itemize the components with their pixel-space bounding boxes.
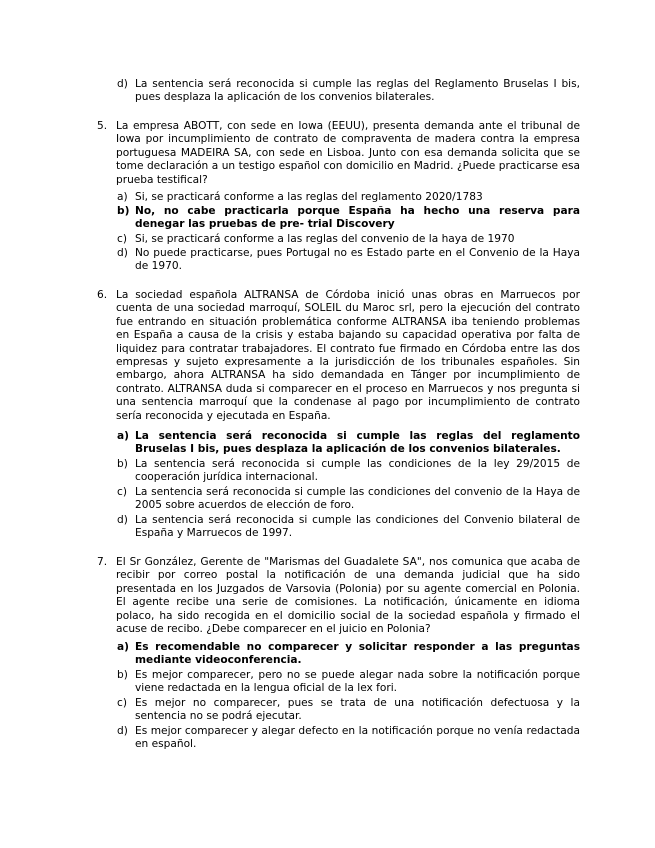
option-letter: d): [117, 725, 128, 737]
option-letter: d): [117, 78, 128, 90]
question-number: 7.: [97, 556, 108, 568]
q6-option-a: [117, 430, 580, 457]
option-letter: b): [117, 205, 130, 217]
q5-option-d: [117, 247, 580, 274]
q7-option-d: [117, 725, 580, 752]
q6-option-b: [117, 458, 580, 485]
option-text: Si, se practicará conforme a las reglas del reglamento 2020/1783: [135, 191, 483, 203]
option-text: No puede practicarse, pues Portugal no es Estado parte en el Convenio de la Haya de 1970.: [135, 247, 580, 273]
question-5: [97, 120, 580, 187]
q5-option-b: [117, 205, 580, 232]
option-letter: d): [117, 514, 128, 526]
prev-question-option-d: [117, 78, 580, 105]
option-letter: b): [117, 458, 128, 470]
question-stem: La empresa ABOTT, con sede en Iowa (EEUU), presenta demanda ante el tribunal de Iowa por incumplimiento de contrato de compraventa de madera contra la empresa portuguesa MADEIRA SA, con sede en Lisboa. Junto con esa demanda solicita que se tome declaración a un testigo español con domicilio en Madrid. ¿Puede practicarse esa prueba testifical?: [116, 120, 580, 186]
option-text: La sentencia será reconocida si cumple las condiciones de la ley 29/2015 de cooperación jurídica internacional.: [135, 458, 580, 484]
option-text: Es recomendable no comparecer y solicitar responder a las preguntas mediante videoconferencia.: [135, 641, 580, 667]
option-text: No, no cabe practicarla porque España ha hecho una reserva para denegar las pruebas de pre- trial Discovery: [135, 205, 580, 231]
option-text: Es mejor no comparecer, pues se trata de una notificación defectuosa y la sentencia no se podrá ejecutar.: [135, 697, 580, 723]
option-letter: c): [117, 486, 127, 498]
question-number: 5.: [97, 120, 108, 132]
option-letter: c): [117, 233, 127, 245]
question-number: 6.: [97, 289, 108, 301]
option-letter: b): [117, 669, 128, 681]
question-stem: La sociedad española ALTRANSA de Córdoba inició unas obras en Marruecos por cuenta de una sociedad marroquí, SOLEIL du Maroc srl, pero la ejecución del contrato fue entrando en situación problemática conforme ALTRANSA iba teniendo problemas en España a causa de la crisis y estaba bajando su capacidad operativa por falta de liquidez para contratar trabajadores. El contrato fue firmado en Córdoba entre las dos empresas y sujeto expresamente a la jurisdicción de los tribunales españoles. Sin embargo, ahora ALTRANSA ha sido demandada en Tánger por incumplimiento de contrato. ALTRANSA duda si comparecer en el proceso en Marruecos y nos pregunta si una sentencia marroquí que la condenase al pago por incumplimiento de contrato sería reconocida y ejecutada en España.: [116, 289, 580, 422]
q5-option-a: [117, 191, 580, 204]
option-letter: a): [117, 191, 128, 203]
q5-option-c: [117, 233, 580, 246]
q7-option-b: [117, 669, 580, 696]
option-text: Es mejor comparecer y alegar defecto en la notificación porque no venía redactada en español.: [135, 725, 580, 751]
option-text: Si, se practicará conforme a las reglas del convenio de la haya de 1970: [135, 233, 515, 245]
option-text: La sentencia será reconocida si cumple las reglas del reglamento Bruselas I bis, pues desplaza la aplicación de los convenios bilaterales.: [135, 430, 580, 456]
option-text: Es mejor comparecer, pero no se puede alegar nada sobre la notificación porque viene redactada en la lengua oficial de la lex fori.: [135, 669, 580, 695]
option-text: La sentencia será reconocida si cumple las reglas del Reglamento Bruselas I bis, pues desplaza la aplicación de los convenios bilaterales.: [135, 78, 580, 104]
option-letter: a): [117, 641, 129, 653]
q7-option-a: [117, 641, 580, 668]
option-letter: c): [117, 697, 127, 709]
option-letter: a): [117, 430, 129, 442]
option-letter: d): [117, 247, 128, 259]
q6-option-c: [117, 486, 580, 513]
question-stem: El Sr González, Gerente de "Marismas del Guadalete SA", nos comunica que acaba de recibir por correo postal la notificación de una demanda judicial que ha sido presentada en los Juzgados de Varsovia (Polonia) por su agente comercial en Polonia. El agente recibe una serie de comisiones. La notificación, únicamente en idioma polaco, ha sido recogida en el domicilio social de la sociedad española y firmado el acuse de recibo. ¿Debe comparecer en el juicio en Polonia?: [116, 556, 580, 636]
question-7: [97, 556, 580, 636]
question-6: [97, 289, 580, 423]
q6-option-d: [117, 514, 580, 541]
option-text: La sentencia será reconocida si cumple las condiciones del convenio de la Haya de 2005 sobre acuerdos de elección de foro.: [135, 486, 580, 512]
q7-option-c: [117, 697, 580, 724]
option-text: La sentencia será reconocida si cumple las condiciones del Convenio bilateral de España y Marruecos de 1997.: [135, 514, 580, 540]
